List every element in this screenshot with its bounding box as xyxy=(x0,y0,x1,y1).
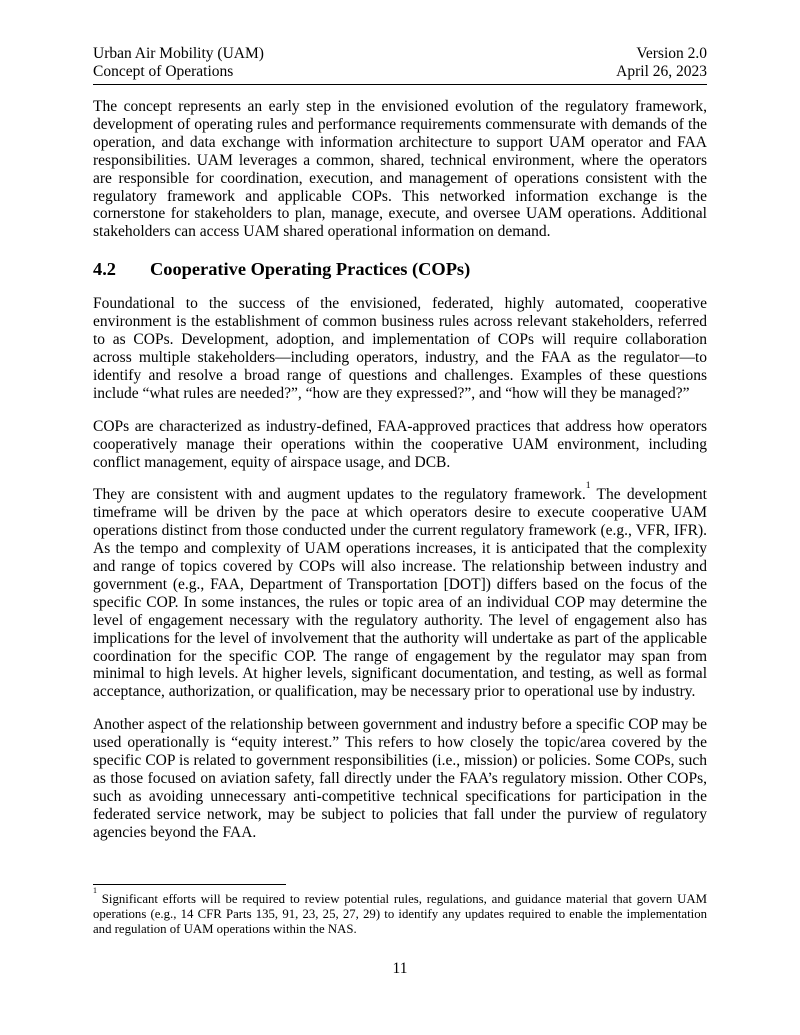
footnote-reference-marker: 1 xyxy=(585,479,591,491)
document-body xyxy=(93,98,707,842)
paragraph-foundational: Foundational to the success of the envisioned, federated, highly automated, cooperative environment is the establishment of common business rules across relevant stakeholders, referred to as COPs. Development, adoption, and implementation of COPs will require collaboration across multiple stakeholders—including operators, industry, and the FAA as the regulator—to identify and resolve a broad range of questions and challenges. Examples of these questions include “what rules are needed?”, “how are they expressed?”, and “how will they be managed?” xyxy=(93,295,707,402)
footnote-section xyxy=(93,884,707,937)
header-rule xyxy=(93,84,707,85)
paragraph-cops-definition: COPs are characterized as industry-defined, FAA-approved practices that address how operators cooperatively manage their operations within the cooperative UAM environment, including conflict management, equity of airspace usage, and DCB. xyxy=(93,417,707,471)
header-right xyxy=(616,45,707,81)
section-number: 4.2 xyxy=(93,259,116,280)
paragraph-regulatory-framework xyxy=(93,479,707,701)
header-date: April 26, 2023 xyxy=(616,63,707,80)
footnote-text: Significant efforts will be required to review potential rules, regulations, and guidance material that govern UAM operations (e.g., 14 CFR Parts 135, 91, 23, 25, 27, 29) to identify any updates required to enable the implementation and regulation of UAM operations within the NAS. xyxy=(93,892,707,936)
header-version: Version 2.0 xyxy=(636,45,707,62)
paragraph-equity-interest: Another aspect of the relationship between government and industry before a specific COP may be used operationally is “equity interest.” This refers to how closely the topic/area covered by the specific COP is related to government responsibilities (i.e., mission) or policies. Some COPs, such as those focused on aviation safety, fall directly under the FAA’s regulatory mission. Other COPs, such as avoiding unnecessary anti-competitive technical specifications for participation in the federated service network, may be subject to policies that fall under the purview of regulatory agencies beyond the FAA. xyxy=(93,716,707,841)
page-number: 11 xyxy=(392,960,408,977)
page-header xyxy=(93,45,707,81)
section-title: Cooperative Operating Practices (COPs) xyxy=(150,259,471,280)
header-title-line1: Urban Air Mobility (UAM) xyxy=(93,45,264,62)
paragraph-intro: The concept represents an early step in the envisioned evolution of the regulatory framework, development of operating rules and performance requirements commensurate with demands of the operation, and data exchange with information architecture to support UAM operator and FAA responsibilities. UAM leverages a common, shared, technical environment, where the operators are responsible for coordination, execution, and management of operations consistent with the regulatory framework and applicable COPs. This networked information exchange is the cornerstone for stakeholders to plan, manage, execute, and oversee UAM operations. Additional stakeholders can access UAM shared operational information on demand. xyxy=(93,98,707,241)
paragraph-regulatory-pre: They are consistent with and augment updates to the regulatory framework. xyxy=(93,486,586,504)
footnote-text-block xyxy=(93,886,707,937)
header-left xyxy=(93,45,264,81)
footnote-separator-rule xyxy=(93,884,286,885)
section-heading xyxy=(93,258,707,280)
header-title-line2: Concept of Operations xyxy=(93,63,234,80)
footnote-number: 1 xyxy=(93,886,97,896)
paragraph-regulatory-post: The development timeframe will be driven by the pace at which operators desire to execute cooperative UAM operations distinct from those conducted under the current regulatory framework (e.g., VFR, IFR). As the tempo and complexity of UAM operations increases, it is anticipated that the complexity and range of topics covered by COPs will also increase. The relationship between industry and government (e.g., FAA, Department of Transportation [DOT]) differs based on the focus of the specific COP. In some instances, the rules or topic area of an individual COP may determine the level of engagement necessary with the regulatory authority. The level of engagement also has implications for the level of involvement that the authority will undertake as part of the applicable coordination for the specific COP. The range of engagement by the regulator may span from minimal to high levels. At higher levels, significant documentation, and testing, as well as formal acceptance, authorization, or qualification, may be necessary prior to operational use by industry. xyxy=(93,486,707,701)
